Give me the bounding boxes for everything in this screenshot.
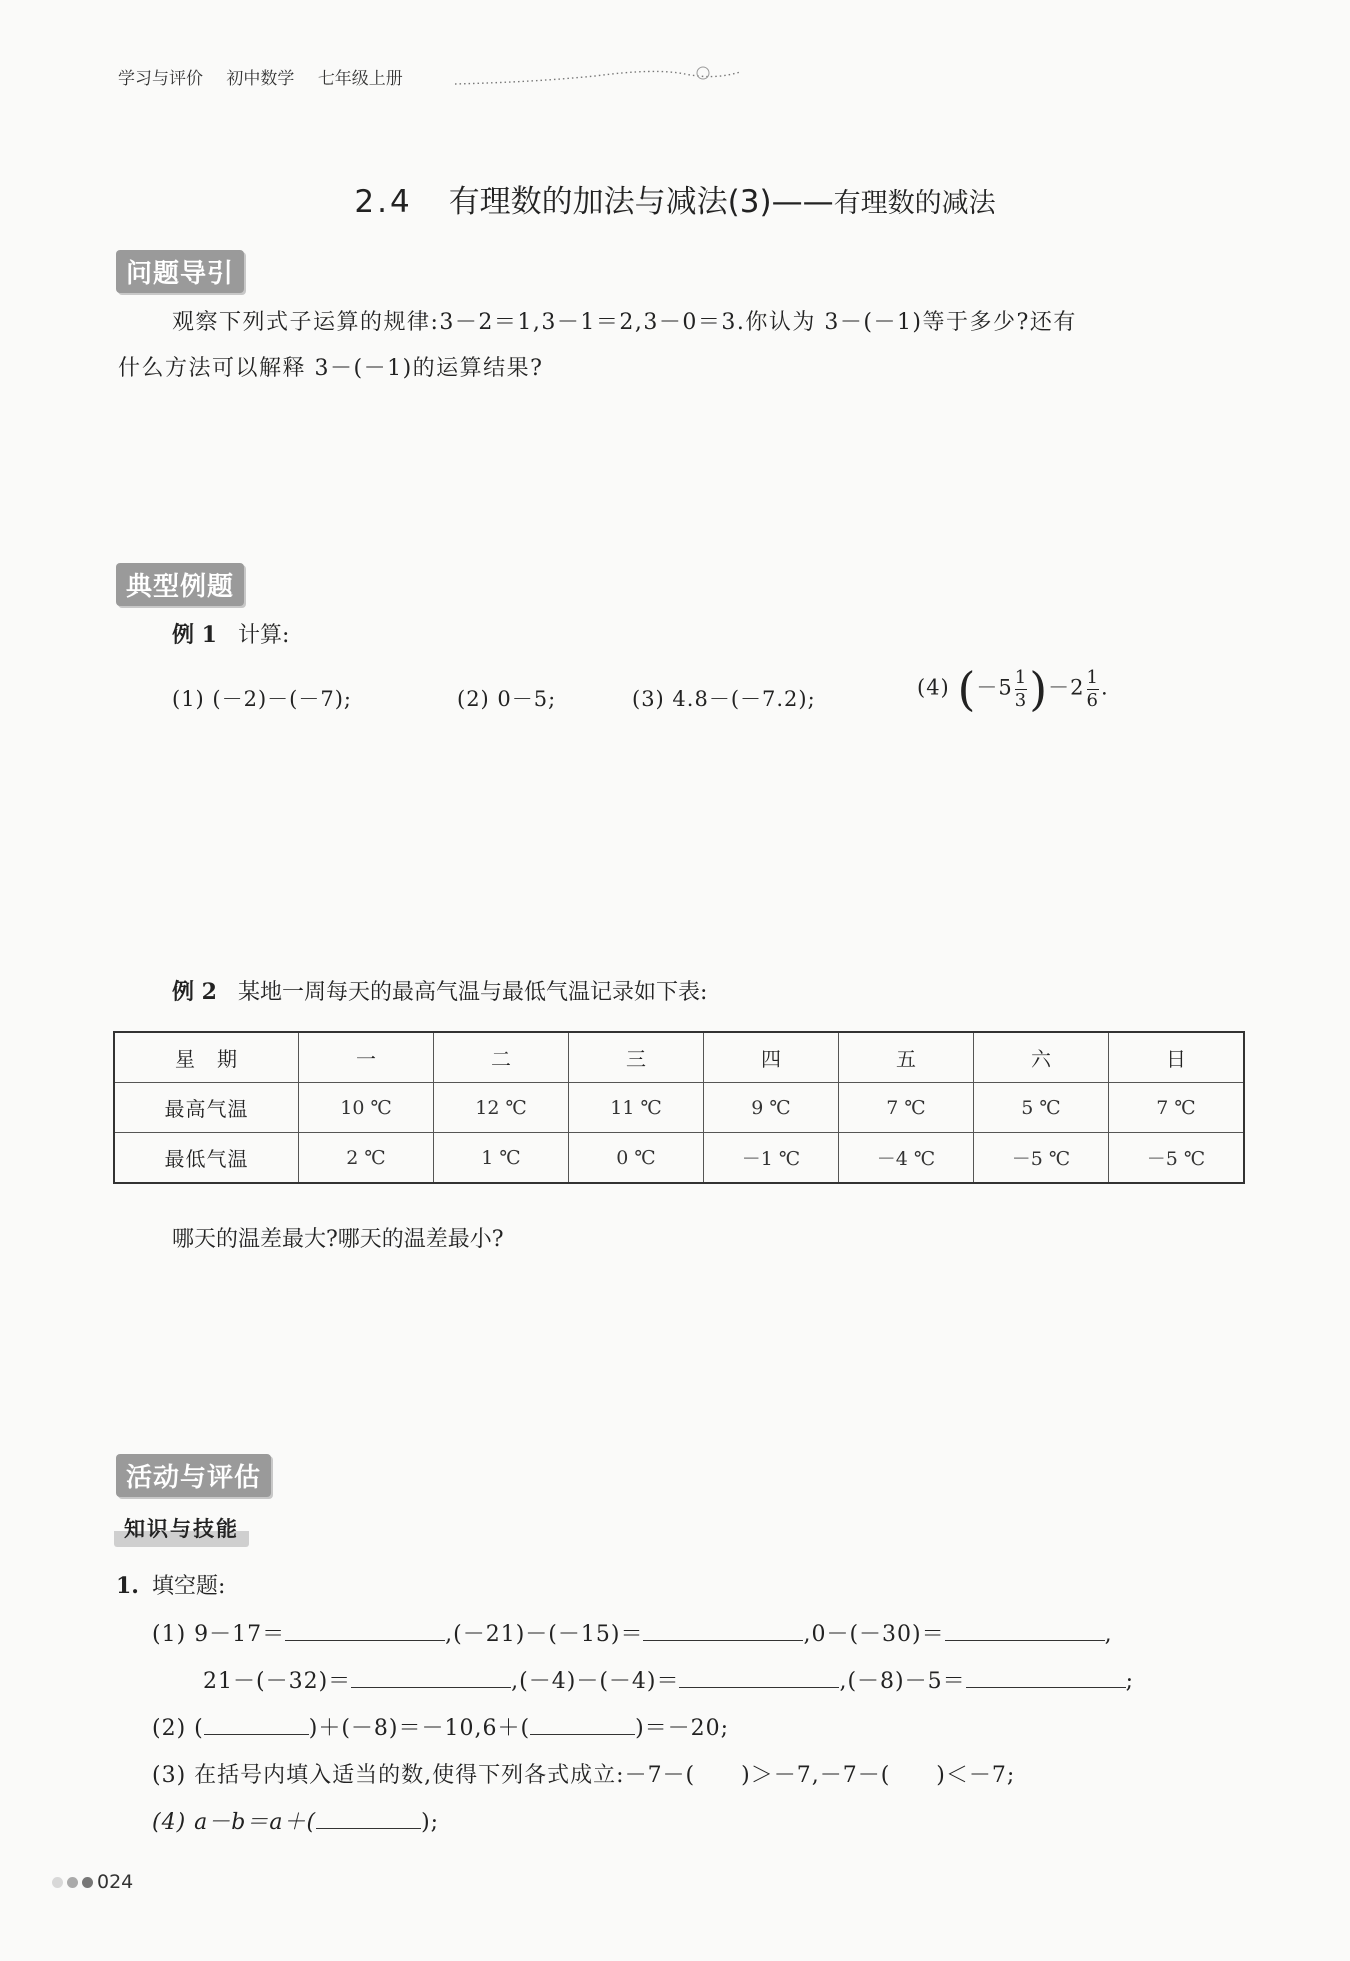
day-cell: 日	[1109, 1032, 1245, 1083]
example-1-prompt: 计算:	[237, 623, 290, 648]
table-cell: 9 ℃	[704, 1083, 839, 1133]
page-footer	[52, 1871, 133, 1893]
example-1-item-3: (3) 4.8－(－7.2);	[632, 687, 816, 711]
table-row	[114, 1083, 1244, 1133]
exercise-text: );	[421, 1810, 440, 1835]
example-1-item-1: (1) (－2)－(－7);	[172, 687, 352, 711]
exercise-1-part-3: (3) 在括号内填入适当的数,使得下列各式成立:－7－( )＞－7,－7－( )＜－7;	[152, 1763, 1016, 1788]
exercise-text: (2) (	[152, 1716, 204, 1741]
footer-dot-light	[52, 1877, 63, 1888]
exercise-1-part-4	[152, 1805, 439, 1836]
temperature-table	[113, 1031, 1245, 1184]
answer-blank[interactable]	[204, 1714, 309, 1735]
intro-line-2: 什么方法可以解释 3－(－1)的运算结果?	[118, 356, 544, 381]
answer-blank[interactable]	[285, 1620, 445, 1641]
lesson-number: 2.4	[354, 184, 413, 220]
example-2-heading	[172, 975, 707, 1006]
example-2-prompt: 某地一周每天的最高气温与最低气温记录如下表:	[237, 980, 708, 1005]
fraction-numerator: 1	[1014, 666, 1028, 688]
answer-blank[interactable]	[643, 1620, 803, 1641]
section-tag-activity: 活动与评估	[116, 1454, 271, 1497]
fraction-denominator: 3	[1014, 689, 1028, 711]
table-cell: －1 ℃	[704, 1133, 839, 1184]
page-number: 024	[97, 1871, 134, 1893]
header-dotted-ornament	[455, 62, 740, 86]
fraction-one-third	[1015, 667, 1027, 712]
example-1-label: 例 1	[172, 622, 217, 648]
day-cell: 五	[839, 1032, 974, 1083]
fraction-numerator: 1	[1086, 666, 1099, 688]
left-paren: (	[957, 662, 977, 716]
section-tag-examples: 典型例题	[116, 563, 244, 606]
item-4-prefix: (4)	[917, 675, 950, 700]
exercise-text: ,(－4)－(－4)＝	[511, 1669, 680, 1694]
right-paren: )	[1029, 662, 1049, 716]
footer-dot-dark	[82, 1877, 93, 1888]
exercise-text: ,	[1104, 1622, 1113, 1647]
day-cell: 二	[434, 1032, 569, 1083]
exercise-text: ;	[1125, 1669, 1135, 1694]
example-2-label: 例 2	[172, 979, 217, 1005]
table-cell: 5 ℃	[974, 1083, 1109, 1133]
intro-line-1: 观察下列式子运算的规律:3－2＝1,3－1＝2,3－0＝3.你认为 3－(－1)等于多少?还有	[172, 310, 1077, 335]
answer-blank[interactable]	[945, 1620, 1105, 1641]
table-row	[114, 1133, 1244, 1184]
lesson-title	[0, 176, 1350, 221]
day-cell: 一	[299, 1032, 434, 1083]
example-1-item-4	[917, 662, 1109, 716]
exercise-1-part-1-line-2	[203, 1664, 1134, 1695]
lesson-subtitle: 有理数的减法	[833, 188, 996, 219]
table-cell: 11 ℃	[569, 1083, 704, 1133]
table-cell: －5 ℃	[1109, 1133, 1245, 1184]
answer-blank[interactable]	[679, 1667, 839, 1688]
row-label: 最高气温	[114, 1083, 299, 1133]
table-cell: －5 ℃	[974, 1133, 1109, 1184]
header-book: 学习与评价	[118, 69, 203, 89]
answer-blank[interactable]	[316, 1808, 421, 1829]
header-level: 初中数学	[226, 69, 295, 89]
table-cell: 12 ℃	[434, 1083, 569, 1133]
fraction-one-sixth	[1087, 667, 1099, 712]
answer-blank[interactable]	[966, 1667, 1126, 1688]
day-cell: 三	[569, 1032, 704, 1083]
table-header-row	[114, 1032, 1244, 1083]
day-cell: 六	[974, 1032, 1109, 1083]
exercise-text: 21－(－32)＝	[203, 1669, 352, 1694]
exercise-1-heading	[116, 1569, 225, 1600]
exercise-1-number: 1.	[116, 1573, 139, 1599]
day-cell: 四	[704, 1032, 839, 1083]
section-tag-intro: 问题导引	[116, 250, 244, 293]
exercise-text: ,(－8)－5＝	[839, 1669, 966, 1694]
table-cell: 0 ℃	[569, 1133, 704, 1184]
table-cell: 10 ℃	[299, 1083, 434, 1133]
exercise-text: ,0－(－30)＝	[803, 1622, 945, 1647]
row-label: 最低气温	[114, 1133, 299, 1184]
answer-blank[interactable]	[351, 1667, 511, 1688]
answer-blank[interactable]	[530, 1714, 635, 1735]
running-header	[118, 64, 421, 89]
example-2-question: 哪天的温差最大?哪天的温差最小?	[172, 1227, 504, 1252]
table-cell: 2 ℃	[299, 1133, 434, 1184]
item-4-whole-1: －5	[976, 675, 1013, 700]
table-cell: 7 ℃	[1109, 1083, 1245, 1133]
exercise-1-part-1-line-1	[152, 1617, 1113, 1648]
exercise-1-part-2	[152, 1711, 729, 1742]
fraction-denominator: 6	[1086, 689, 1099, 711]
table-cell: 7 ℃	[839, 1083, 974, 1133]
lesson-main-title: 有理数的加法与减法(3)	[448, 184, 772, 220]
sub-tag-skills: 知识与技能	[114, 1511, 249, 1547]
table-cell: －4 ℃	[839, 1133, 974, 1184]
exercise-text: ,(－21)－(－15)＝	[445, 1622, 644, 1647]
item-4-end: .	[1101, 675, 1109, 700]
example-1-item-2: (2) 0－5;	[457, 687, 557, 711]
item-4-mid: －2	[1048, 675, 1085, 700]
exercise-text: (1) 9－17＝	[152, 1622, 286, 1647]
lesson-title-dash: ——	[771, 184, 834, 220]
header-grade: 七年级上册	[317, 69, 403, 89]
table-header-cell: 星 期	[114, 1032, 299, 1083]
example-1-heading	[172, 618, 289, 649]
footer-dot-mid	[67, 1877, 78, 1888]
exercise-text: (4) a－b＝a＋(	[152, 1810, 317, 1835]
exercise-text: )＋(－8)＝－10,6＋(	[308, 1716, 531, 1741]
exercise-1-title: 填空题:	[151, 1574, 226, 1599]
exercise-text: )＝－20;	[635, 1716, 730, 1741]
table-cell: 1 ℃	[434, 1133, 569, 1184]
